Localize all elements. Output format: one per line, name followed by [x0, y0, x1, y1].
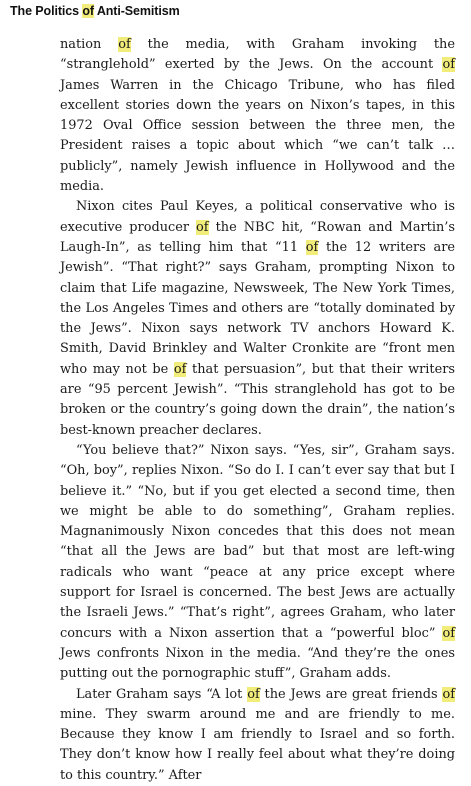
text-run: the 12 writers are Jewish”. “That right?” says Graham, prompting Nixon to claim that Life magazine, Newsweek, The New York Times, the Los Angeles Times and others are “totally dominated by the Jews”. Nixon says network TV anchors Howard K. Smith, David Brinkley and Walter Cronkite are “front men who may not be — [60, 239, 455, 377]
running-head-highlight: of — [82, 4, 94, 18]
highlighted-word: of — [442, 57, 455, 73]
highlighted-word: of — [173, 361, 187, 377]
running-head-prefix: The Politics — [10, 4, 83, 18]
paragraph — [60, 441, 455, 685]
text-run: the NBC hit, “Rowan and Martin’s Laugh-In”, as telling him that “11 — [60, 219, 455, 255]
highlighted-word: of — [247, 686, 260, 702]
text-run: mine. They swarm around me and are friendly to me. Because they know I am friendly to Israel and so forth. They don’t know how I really feel about what they’re doing to this country.” After — [60, 706, 455, 783]
text-run: the Jews are great friends — [259, 686, 443, 702]
highlighted-word: of — [196, 219, 209, 235]
running-head-suffix: Anti-Semitism — [93, 4, 180, 18]
body-text — [60, 35, 455, 786]
highlighted-word: of — [442, 625, 455, 641]
highlighted-word: of — [442, 686, 455, 702]
paragraph — [60, 35, 455, 197]
highlighted-word: of — [305, 239, 319, 255]
text-run: Nixon cites Paul Keyes, a political conservative who is executive producer — [60, 199, 455, 235]
text-run: Jews confronts Nixon in the media. “And they’re the ones putting out the pornographic stuff”, Graham adds. — [60, 645, 455, 682]
paragraph — [60, 197, 455, 441]
text-run: that persuasion”, but that their writers are “95 percent Jewish”. “This stranglehold has got to be broken or the country’s going down the drain”, the nation’s best-known preacher declares. — [60, 361, 455, 438]
text-run: Later Graham says “A lot — [76, 686, 248, 702]
paragraph — [60, 685, 455, 786]
running-head — [10, 4, 180, 18]
text-run: nation — [60, 37, 119, 52]
text-run: “You believe that?” Nixon says. “Yes, sir”, Graham says. “Oh, boy”, replies Nixon. “So do I. I can’t ever say that but I believe it.” “No, but if you get elected a second time, then we might be able to do something”, Graham replies. Magnanimously Nixon concedes that this does not mean “that all the Jews are bad” but that most are left-wing radicals who want “peace at any price except where support for Israel is concerned. The best Jews are actually the Israeli Jews.” “That’s right”, agrees Graham, who later concurs with a Nixon assertion that a “powerful bloc” — [60, 442, 455, 641]
text-run: James Warren in the Chicago Tribune, who has filed excellent stories down the years on Nixon’s tapes, in this 1972 Oval Office session between the three men, the President raises a topic about which “we can’t talk … publicly”, namely Jewish influence in Hollywood and the media. — [60, 77, 455, 195]
highlighted-word: of — [118, 37, 131, 52]
text-run: the media, with Graham invoking the “stranglehold” exerted by the Jews. On the account — [60, 37, 455, 73]
